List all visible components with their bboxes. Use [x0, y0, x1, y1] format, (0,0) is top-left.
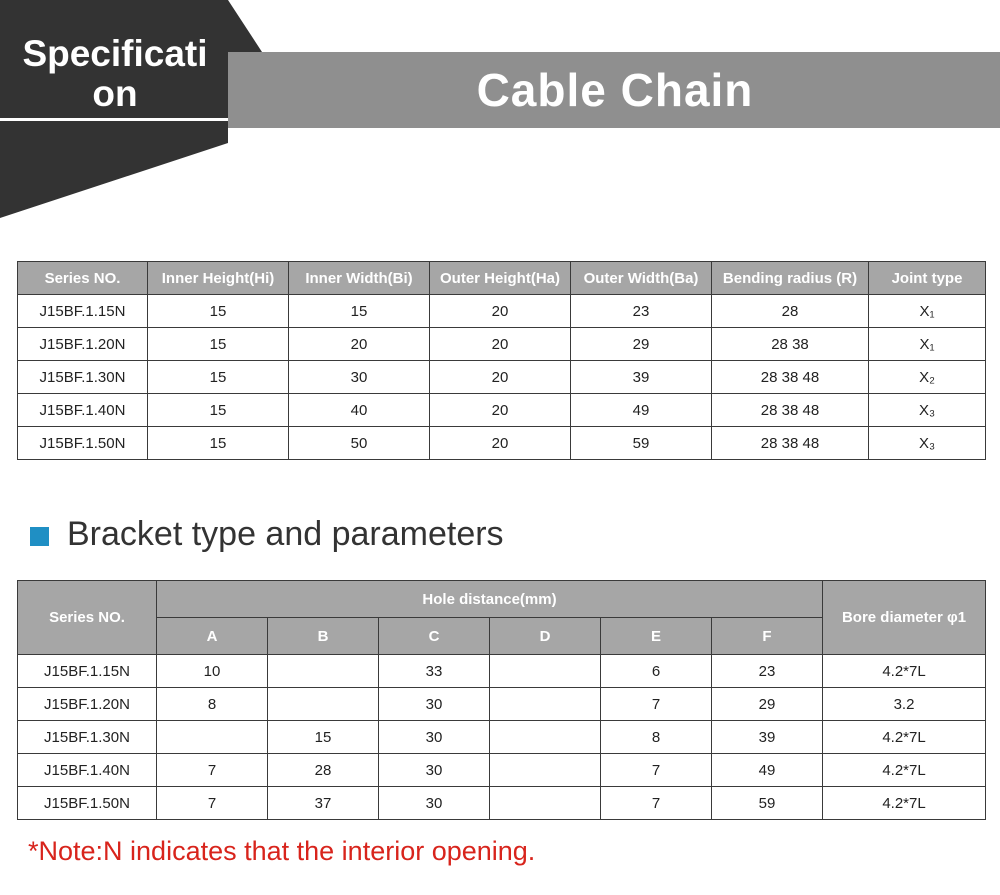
table-cell: 8: [601, 721, 712, 754]
table-cell: 15: [268, 721, 379, 754]
table-cell: J15BF.1.30N: [18, 721, 157, 754]
table-cell: [490, 655, 601, 688]
table-cell: X₁: [869, 295, 986, 328]
table-cell: 15: [148, 427, 289, 460]
table-cell: 49: [571, 394, 712, 427]
table-cell: 4.2*7L: [823, 721, 986, 754]
table-row: [18, 328, 986, 361]
bracket-col-e: E: [601, 618, 712, 655]
table-cell: 28 38: [712, 328, 869, 361]
table-cell: [490, 688, 601, 721]
table-cell: 28: [712, 295, 869, 328]
table-cell: [268, 655, 379, 688]
table-cell: [268, 688, 379, 721]
table-cell: 8: [157, 688, 268, 721]
table-cell: 20: [430, 394, 571, 427]
table-cell: J15BF.1.15N: [18, 655, 157, 688]
table-cell: 7: [601, 754, 712, 787]
table-cell: 30: [379, 721, 490, 754]
table-cell: 15: [148, 361, 289, 394]
table-cell: [490, 754, 601, 787]
table-cell: 20: [430, 295, 571, 328]
spec-table-header-row: [18, 262, 986, 295]
spec-col-series: Series NO.: [18, 262, 148, 295]
table-row: [18, 688, 986, 721]
bracket-col-c: C: [379, 618, 490, 655]
table-cell: J15BF.1.40N: [18, 754, 157, 787]
table-cell: 15: [289, 295, 430, 328]
table-cell: X₁: [869, 328, 986, 361]
table-cell: X₂: [869, 361, 986, 394]
table-cell: 20: [430, 427, 571, 460]
table-row: [18, 754, 986, 787]
spec-label-divider: [0, 118, 228, 121]
bracket-table-header-row: [18, 581, 986, 618]
bracket-col-a: A: [157, 618, 268, 655]
spec-col-outer-height: Outer Height(Ha): [430, 262, 571, 295]
table-cell: 28 38 48: [712, 394, 869, 427]
table-cell: 59: [571, 427, 712, 460]
table-cell: 20: [430, 328, 571, 361]
table-cell: 23: [712, 655, 823, 688]
table-row: [18, 361, 986, 394]
table-cell: 28 38 48: [712, 427, 869, 460]
spec-col-bending-radius: Bending radius (R): [712, 262, 869, 295]
table-cell: J15BF.1.50N: [18, 427, 148, 460]
spec-col-inner-height: Inner Height(Hi): [148, 262, 289, 295]
bracket-col-series: Series NO.: [18, 581, 157, 655]
section-bullet-icon: [30, 527, 49, 546]
table-cell: X₃: [869, 394, 986, 427]
table-cell: 50: [289, 427, 430, 460]
table-cell: [490, 721, 601, 754]
table-row: [18, 787, 986, 820]
table-cell: J15BF.1.20N: [18, 328, 148, 361]
table-cell: 3.2: [823, 688, 986, 721]
table-cell: 15: [148, 295, 289, 328]
table-row: [18, 394, 986, 427]
table-row: [18, 655, 986, 688]
spec-label: Specification: [22, 33, 208, 114]
table-cell: 30: [379, 754, 490, 787]
table-cell: 15: [148, 328, 289, 361]
table-cell: 30: [289, 361, 430, 394]
table-cell: J15BF.1.40N: [18, 394, 148, 427]
table-cell: 4.2*7L: [823, 655, 986, 688]
table-cell: 37: [268, 787, 379, 820]
table-cell: 7: [601, 688, 712, 721]
table-cell: 20: [289, 328, 430, 361]
table-cell: 10: [157, 655, 268, 688]
table-cell: 49: [712, 754, 823, 787]
table-cell: 4.2*7L: [823, 787, 986, 820]
page-title: Cable Chain: [476, 64, 754, 116]
table-cell: 23: [571, 295, 712, 328]
spec-col-outer-width: Outer Width(Ba): [571, 262, 712, 295]
table-cell: 33: [379, 655, 490, 688]
table-cell: J15BF.1.20N: [18, 688, 157, 721]
table-cell: 15: [148, 394, 289, 427]
spec-col-joint-type: Joint type: [869, 262, 986, 295]
table-cell: [490, 787, 601, 820]
table-cell: 39: [571, 361, 712, 394]
bracket-col-d: D: [490, 618, 601, 655]
table-cell: 7: [157, 787, 268, 820]
footnote: *Note:N indicates that the interior opening.: [28, 836, 536, 866]
table-cell: 20: [430, 361, 571, 394]
table-cell: 7: [157, 754, 268, 787]
table-cell: X₃: [869, 427, 986, 460]
spec-table: [17, 261, 986, 460]
bracket-col-f: F: [712, 618, 823, 655]
table-cell: 30: [379, 787, 490, 820]
table-cell: 30: [379, 688, 490, 721]
table-cell: J15BF.1.50N: [18, 787, 157, 820]
bracket-col-hole-distance: Hole distance(mm): [157, 581, 823, 618]
table-cell: 28: [268, 754, 379, 787]
table-row: [18, 295, 986, 328]
table-cell: 29: [712, 688, 823, 721]
table-cell: 6: [601, 655, 712, 688]
section-heading: Bracket type and parameters: [67, 515, 504, 553]
table-cell: 39: [712, 721, 823, 754]
table-cell: 40: [289, 394, 430, 427]
table-cell: [157, 721, 268, 754]
spec-col-inner-width: Inner Width(Bi): [289, 262, 430, 295]
table-cell: 28 38 48: [712, 361, 869, 394]
table-row: [18, 721, 986, 754]
table-cell: J15BF.1.15N: [18, 295, 148, 328]
table-cell: 59: [712, 787, 823, 820]
table-cell: 4.2*7L: [823, 754, 986, 787]
bracket-col-bore-diameter: Bore diameter φ1: [823, 581, 986, 655]
bracket-table: [17, 580, 986, 820]
table-cell: 29: [571, 328, 712, 361]
table-cell: 7: [601, 787, 712, 820]
table-row: [18, 427, 986, 460]
table-cell: J15BF.1.30N: [18, 361, 148, 394]
bracket-col-b: B: [268, 618, 379, 655]
